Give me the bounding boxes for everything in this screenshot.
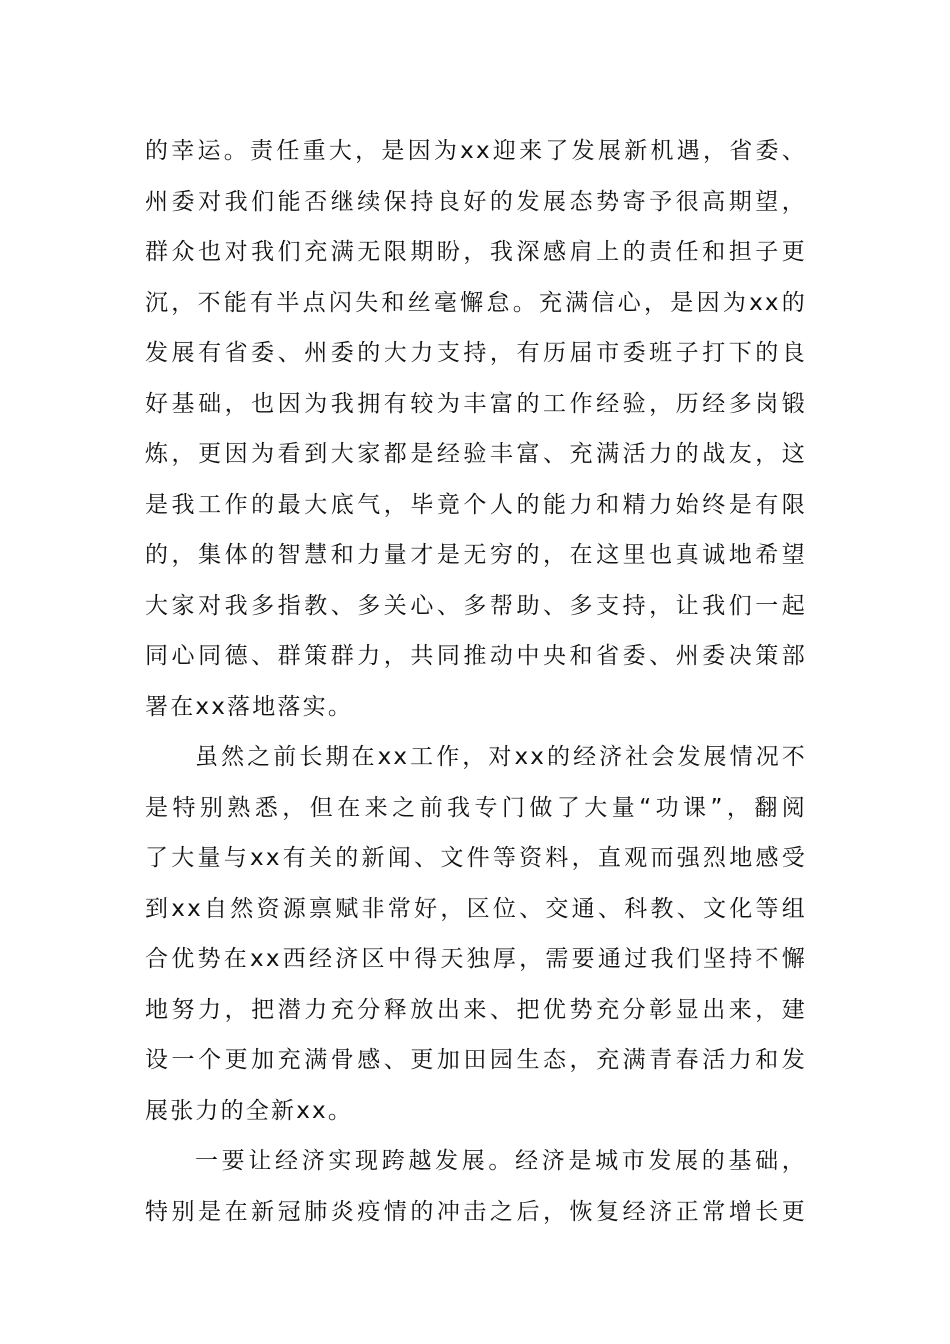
paragraph-3 bbox=[145, 1136, 807, 1237]
text-line: 是我工作的最大底气，毕竟个人的能力和精力始终是有限 bbox=[145, 491, 807, 518]
text-line: 一要让经济实现跨越发展。经济是城市发展的基础， bbox=[195, 1148, 807, 1174]
text-line: 署在xx落地落实。 bbox=[145, 693, 354, 720]
text-line: 沉，不能有半点闪失和丝毫懈怠。充满信心，是因为xx的 bbox=[145, 289, 807, 316]
text-line: 大家对我多指教、多关心、多帮助、多支持，让我们一起 bbox=[145, 592, 807, 619]
text-line: 的幸运。责任重大，是因为xx迎来了发展新机遇，省委、 bbox=[145, 138, 807, 164]
document-body bbox=[145, 126, 807, 1237]
text-line: 炼，更因为看到大家都是经验丰富、充满活力的战友，这 bbox=[145, 441, 807, 467]
text-line: 群众也对我们充满无限期盼，我深感肩上的责任和担子更 bbox=[145, 239, 807, 265]
text-line: 好基础，也因为我拥有较为丰富的工作经验，历经多岗锻 bbox=[145, 390, 807, 417]
text-line: 州委对我们能否继续保持良好的发展态势寄予很高期望， bbox=[145, 188, 807, 215]
text-line: 特别是在新冠肺炎疫情的冲击之后，恢复经济正常增长更 bbox=[145, 1198, 807, 1225]
text-line: 展张力的全新xx。 bbox=[145, 1097, 354, 1124]
text-line: 是特别熟悉，但在来之前我专门做了大量“功课”，翻阅 bbox=[145, 794, 807, 821]
text-line: 到xx自然资源禀赋非常好，区位、交通、科教、文化等组 bbox=[145, 895, 807, 922]
text-line: 同心同德、群策群力，共同推动中央和省委、州委决策部 bbox=[145, 643, 807, 669]
text-line: 设一个更加充满骨感、更加田园生态，充满青春活力和发 bbox=[145, 1047, 807, 1073]
text-line: 虽然之前长期在xx工作，对xx的经济社会发展情况不 bbox=[195, 744, 807, 770]
paragraph-2 bbox=[145, 732, 807, 1136]
text-line: 的，集体的智慧和力量才是无穷的，在这里也真诚地希望 bbox=[145, 542, 807, 568]
text-line: 了大量与xx有关的新闻、文件等资料，直观而强烈地感受 bbox=[145, 845, 807, 871]
paragraph-1 bbox=[145, 126, 807, 732]
text-line: 合优势在xx西经济区中得天独厚，需要通过我们坚持不懈 bbox=[145, 946, 807, 972]
text-line: 发展有省委、州委的大力支持，有历届市委班子打下的良 bbox=[145, 340, 807, 366]
text-line: 地努力，把潜力充分释放出来、把优势充分彰显出来，建 bbox=[145, 996, 807, 1023]
